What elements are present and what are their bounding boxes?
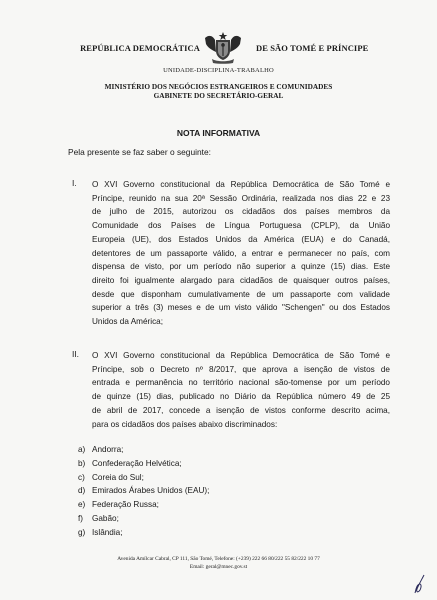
list-text: Coreia do Sul; bbox=[92, 472, 144, 482]
document-title: NOTA INFORMATIVA bbox=[176, 128, 261, 138]
list-text: Islândia; bbox=[92, 527, 123, 537]
text-line: Príncipe, reunido na sua 20ª Sessão Ordinária, realizada nos dias 22 e 23 bbox=[92, 193, 390, 203]
list-item bbox=[78, 526, 209, 540]
text-line: Europeia (UE), dos Estados Unidos da América (EUA) e do Canadá, bbox=[92, 234, 390, 244]
list-marker: a) bbox=[78, 445, 86, 454]
list-item bbox=[78, 512, 209, 526]
list-item bbox=[78, 498, 209, 512]
text-line: entrada e permanência no território nacional são-tomense por um período bbox=[92, 378, 390, 388]
list-text: Federação Russa; bbox=[92, 500, 159, 510]
text-line: Unidos da América; bbox=[92, 317, 163, 327]
text-line: de julho de 2015, autorizou os cidadãos dos países membros da bbox=[92, 207, 390, 217]
text-line: O XVI Governo constitucional da República Democrática de São Tomé e bbox=[92, 180, 390, 189]
intro-text: Pela presente se faz saber o seguinte: bbox=[68, 147, 211, 157]
office-line: GABINETE DO SECRETÁRIO-GERAL bbox=[153, 91, 284, 100]
text-line: direito foi igualmente alargado para cidadãos de quaisquer outros países, bbox=[92, 275, 390, 285]
ministry-line: MINISTÉRIO DOS NEGÓCIOS ESTRANGEIROS E COMUNIDADES bbox=[104, 82, 333, 91]
text-line: de abril de 2017, concede a isenção de vistos conforme descrito acima, bbox=[92, 405, 390, 415]
list-item bbox=[78, 484, 209, 498]
list-marker: f) bbox=[78, 513, 84, 523]
footer-email: Email: geral@mnec.gov.st bbox=[189, 563, 248, 570]
list-text: Emirados Árabes Unidos (EAU); bbox=[92, 486, 210, 496]
footer-address: Avenida Amílcar Cabral, CP 111, São Tomé, Telefone: (+239) 222 66 80/222 55 82/222 10 77 bbox=[117, 556, 320, 562]
paragraph-body bbox=[92, 178, 390, 329]
list-marker: d) bbox=[78, 486, 86, 496]
header-right-text: DE SÃO TOMÉ E PRÍNCIPE bbox=[256, 43, 369, 53]
list-item bbox=[78, 457, 209, 471]
list-marker: g) bbox=[78, 527, 86, 537]
header-left-text: REPÚBLICA DEMOCRÁTICA bbox=[80, 43, 200, 53]
list-item bbox=[78, 443, 209, 457]
list-text: Andorra; bbox=[92, 445, 124, 454]
text-line: para os cidadãos dos países abaixo discriminados: bbox=[92, 419, 278, 429]
list-marker: e) bbox=[78, 500, 86, 510]
list-marker: b) bbox=[78, 458, 86, 468]
text-line: de quinze (15) dias, publicado no Diário da República número 49 de 25 bbox=[92, 392, 390, 402]
paragraph-number: I. bbox=[72, 178, 77, 188]
list-item bbox=[78, 471, 209, 485]
footer-contact bbox=[0, 556, 437, 571]
text-line: desde que disponham cumulativamente de um passaporte com validade bbox=[92, 289, 390, 299]
list-text: Gabão; bbox=[92, 513, 119, 523]
signature-mark bbox=[412, 573, 430, 595]
coat-of-arms-icon bbox=[203, 32, 243, 64]
text-line: O XVI Governo constitucional da República Democrática de São Tomé e bbox=[92, 351, 390, 360]
text-line: dispensa de visto, por um período não superior a quinze (15) dias. Este bbox=[92, 262, 390, 272]
country-list bbox=[78, 443, 209, 540]
text-line: detentores de um passaporte válido, a entrar e permanecer no país, com bbox=[92, 248, 390, 258]
list-marker: c) bbox=[78, 472, 85, 482]
paragraph-number: II. bbox=[72, 349, 79, 359]
text-line: Príncipe, sob o Decreto nº 8/2017, que aprova a isenção de vistos de bbox=[92, 364, 390, 374]
paragraph-body bbox=[92, 349, 390, 431]
text-line: Comunidade dos Países de Língua Portuguesa (CPLP), da União bbox=[92, 221, 390, 231]
letterhead bbox=[0, 32, 437, 66]
list-text: Confederação Helvética; bbox=[92, 458, 182, 468]
ministry-heading bbox=[0, 82, 437, 100]
motto: UNIDADE-DISCIPLINA-TRABALHO bbox=[163, 67, 274, 74]
text-line: superior a três (3) meses e de um visto válido "Schengen" ou dos Estados bbox=[92, 303, 390, 313]
